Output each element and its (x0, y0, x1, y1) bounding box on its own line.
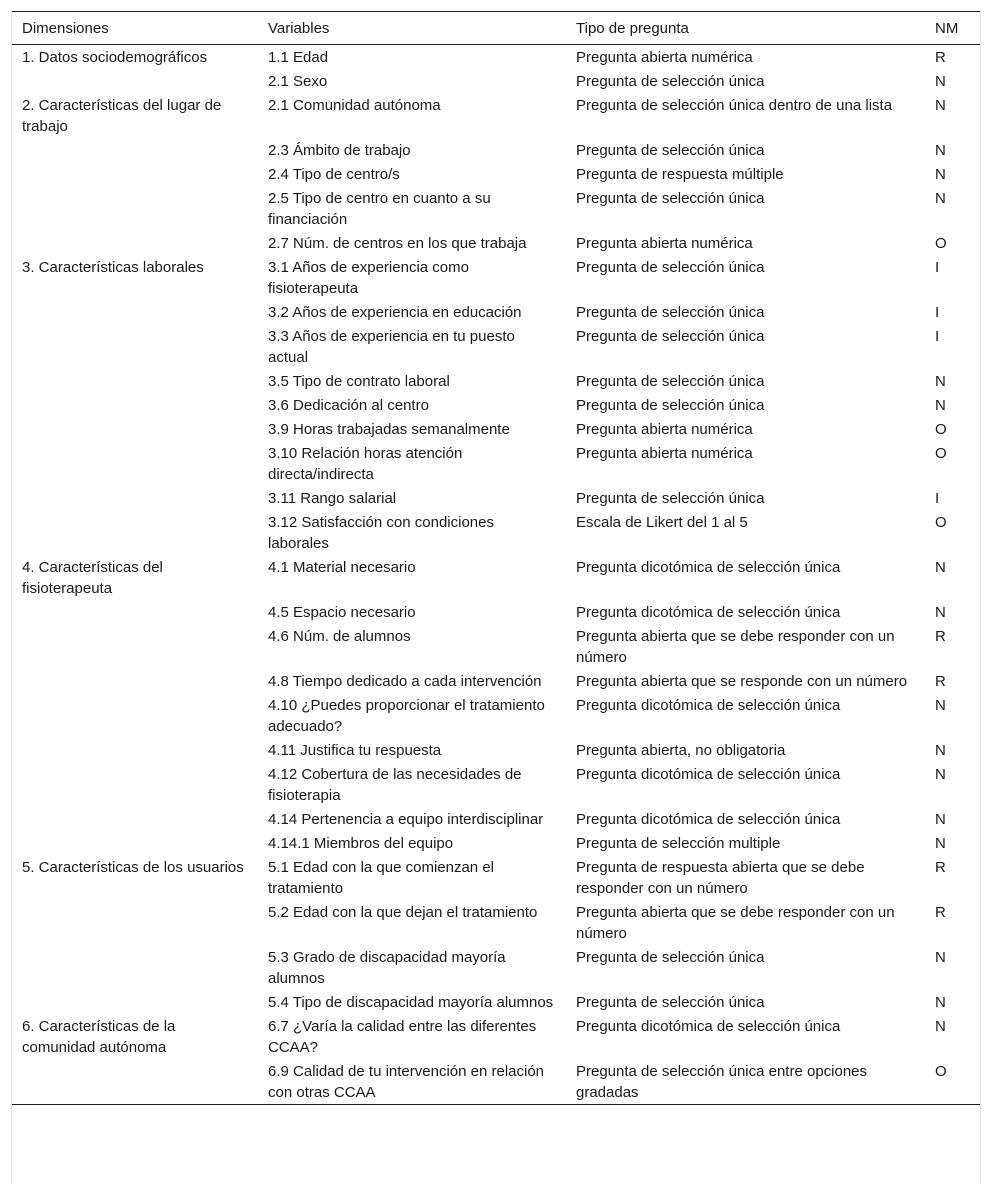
table-row (12, 693, 980, 738)
cell-nm: N (935, 142, 946, 159)
table-row (12, 510, 980, 555)
cell-dimension (12, 162, 258, 186)
cell-nm: O (935, 514, 947, 531)
cell-question-type: Pregunta de selección única (576, 373, 765, 390)
table-row (12, 945, 980, 990)
cell-nm: N (935, 766, 946, 783)
table-row (12, 600, 980, 624)
table-row (12, 762, 980, 807)
cell-nm: R (935, 673, 946, 690)
cell-nm: O (935, 421, 947, 438)
table-body (12, 45, 980, 1105)
cell-nm: N (935, 811, 946, 828)
cell-dimension (12, 762, 258, 807)
cell-variable: 4.8 Tiempo dedicado a cada intervención (268, 673, 542, 690)
cell-dimension: 5. Características de los usuarios (22, 859, 244, 876)
cell-dimension (12, 669, 258, 693)
cell-dimension (12, 486, 258, 510)
cell-nm: N (935, 994, 946, 1011)
cell-dimension (12, 417, 258, 441)
cell-variable: 4.14 Pertenencia a equipo interdisciplinar (268, 811, 544, 828)
cell-variable: 2.3 Ámbito de trabajo (268, 142, 411, 159)
cell-nm: N (935, 559, 946, 576)
table-row (12, 69, 980, 93)
cell-nm: O (935, 445, 947, 462)
cell-nm: I (935, 490, 940, 507)
table-row (12, 393, 980, 417)
cell-question-type: Pregunta dicotómica de selección única (576, 766, 841, 783)
cell-dimension (12, 369, 258, 393)
cell-question-type: Pregunta dicotómica de selección única (576, 697, 841, 714)
cell-question-type: Pregunta de selección única (576, 949, 765, 966)
table-row (12, 624, 980, 669)
cell-dimension (12, 441, 258, 486)
cell-question-type: Pregunta de selección única entre opciones gradadas (566, 1059, 925, 1105)
cell-variable: 4.5 Espacio necesario (268, 604, 416, 621)
cell-variable: 3.6 Dedicación al centro (268, 397, 429, 414)
cell-question-type: Pregunta abierta numérica (576, 445, 753, 462)
cell-nm: N (935, 742, 946, 759)
cell-dimension (12, 945, 258, 990)
cell-question-type: Escala de Likert del 1 al 5 (576, 514, 748, 531)
cell-variable: 6.7 ¿Varía la calidad entre las diferentes CCAA? (268, 1018, 537, 1056)
table-row (12, 186, 980, 231)
table-row (12, 900, 980, 945)
cell-variable: 3.2 Años de experiencia en educación (268, 304, 522, 321)
table-row (12, 669, 980, 693)
cell-variable: 2.1 Sexo (268, 73, 328, 90)
cell-dimension (12, 624, 258, 669)
table-row (12, 324, 980, 369)
cell-variable: 3.5 Tipo de contrato laboral (268, 373, 450, 390)
table-row (12, 45, 980, 70)
cell-nm: N (935, 166, 946, 183)
cell-question-type: Pregunta de selección única (576, 328, 765, 345)
cell-dimension (12, 186, 258, 231)
cell-question-type: Pregunta abierta que se debe responder con un número (576, 904, 895, 942)
cell-nm: N (935, 397, 946, 414)
table-row (12, 162, 980, 186)
cell-nm: I (935, 304, 940, 321)
cell-variable: 3.9 Horas trabajadas semanalmente (268, 421, 510, 438)
variables-table (12, 11, 980, 1105)
cell-dimension: 1. Datos sociodemográficos (22, 49, 208, 66)
table-row (12, 417, 980, 441)
cell-nm: O (935, 235, 947, 252)
table-row (12, 1014, 980, 1059)
cell-variable: 3.10 Relación horas atención directa/indirecta (268, 445, 463, 483)
cell-variable: 1.1 Edad (268, 49, 329, 66)
cell-dimension (12, 138, 258, 162)
cell-nm: N (935, 835, 946, 852)
table-row (12, 486, 980, 510)
cell-variable: 5.2 Edad con la que dejan el tratamiento (268, 904, 538, 921)
cell-question-type: Pregunta abierta numérica (576, 49, 753, 66)
cell-question-type: Pregunta abierta que se responde con un número (576, 673, 908, 690)
cell-variable: 4.1 Material necesario (268, 559, 416, 576)
cell-nm: I (935, 328, 940, 345)
table-row (12, 441, 980, 486)
cell-dimension (12, 69, 258, 93)
table-row (12, 855, 980, 900)
cell-nm: R (935, 859, 946, 876)
table-row (12, 555, 980, 600)
table-header (12, 12, 980, 45)
cell-dimension (12, 900, 258, 945)
cell-variable: 2.5 Tipo de centro en cuanto a su financiación (268, 190, 491, 228)
table-row (12, 807, 980, 831)
cell-variable: 4.14.1 Miembros del equipo (268, 835, 454, 852)
cell-question-type: Pregunta abierta numérica (576, 235, 753, 252)
cell-question-type: Pregunta de respuesta abierta que se debe responder con un número (576, 859, 865, 897)
table-row (12, 255, 980, 300)
cell-question-type: Pregunta de selección única dentro de una lista (576, 97, 893, 114)
cell-nm: N (935, 73, 946, 90)
cell-nm: N (935, 949, 946, 966)
cell-variable: 3.11 Rango salarial (268, 490, 397, 507)
cell-question-type: Pregunta de selección única (576, 994, 765, 1011)
cell-question-type: Pregunta de selección única (576, 190, 765, 207)
cell-question-type: Pregunta dicotómica de selección única (576, 1018, 841, 1035)
cell-nm: O (925, 1059, 980, 1105)
cell-question-type: Pregunta dicotómica de selección única (576, 604, 841, 621)
cell-dimension (12, 231, 258, 255)
cell-question-type: Pregunta de selección única (576, 142, 765, 159)
cell-variable: 3.1 Años de experiencia como fisioterapeuta (268, 259, 469, 297)
cell-variable: 4.10 ¿Puedes proporcionar el tratamiento adecuado? (268, 697, 545, 735)
cell-nm: N (935, 697, 946, 714)
cell-nm: N (935, 97, 946, 114)
table-row (12, 300, 980, 324)
cell-dimension (12, 738, 258, 762)
cell-variable: 4.12 Cobertura de las necesidades de fisioterapia (268, 766, 522, 804)
cell-nm: N (935, 604, 946, 621)
cell-variable: 2.1 Comunidad autónoma (268, 97, 441, 114)
cell-nm: N (935, 190, 946, 207)
cell-dimension (12, 393, 258, 417)
cell-dimension: 2. Características del lugar de trabajo (22, 97, 222, 135)
cell-question-type: Pregunta de selección única (576, 259, 765, 276)
cell-nm: I (935, 259, 940, 276)
cell-dimension: 4. Características del fisioterapeuta (22, 559, 163, 597)
cell-dimension: 6. Características de la comunidad autónoma (22, 1018, 176, 1056)
cell-nm: N (935, 1018, 946, 1035)
table-row (12, 1059, 980, 1105)
cell-question-type: Pregunta dicotómica de selección única (576, 559, 841, 576)
cell-question-type: Pregunta de selección única (576, 73, 765, 90)
cell-nm: R (935, 49, 946, 66)
cell-question-type: Pregunta de respuesta múltiple (576, 166, 784, 183)
cell-dimension (12, 990, 258, 1014)
cell-dimension (12, 1059, 258, 1105)
cell-question-type: Pregunta abierta que se debe responder con un número (576, 628, 895, 666)
header-tipo-pregunta: Tipo de pregunta (566, 12, 925, 45)
cell-variable: 2.7 Núm. de centros en los que trabaja (268, 235, 527, 252)
cell-question-type: Pregunta dicotómica de selección única (576, 811, 841, 828)
cell-dimension (12, 324, 258, 369)
cell-question-type: Pregunta abierta numérica (576, 421, 753, 438)
table-row (12, 231, 980, 255)
cell-variable: 5.4 Tipo de discapacidad mayoría alumnos (268, 994, 554, 1011)
cell-nm: R (935, 628, 946, 645)
header-row (12, 12, 980, 45)
cell-variable: 4.11 Justifica tu respuesta (268, 742, 442, 759)
table-row (12, 93, 980, 138)
table-row (12, 738, 980, 762)
cell-question-type: Pregunta de selección única (576, 490, 765, 507)
table-row (12, 831, 980, 855)
cell-variable: 3.12 Satisfacción con condiciones laborales (268, 514, 494, 552)
table-row (12, 138, 980, 162)
cell-nm: N (935, 373, 946, 390)
table-row (12, 990, 980, 1014)
cell-dimension (12, 300, 258, 324)
cell-dimension (12, 831, 258, 855)
cell-variable: 5.1 Edad con la que comienzan el tratamiento (268, 859, 494, 897)
cell-dimension (12, 807, 258, 831)
cell-question-type: Pregunta abierta, no obligatoria (576, 742, 786, 759)
cell-question-type: Pregunta de selección multiple (576, 835, 781, 852)
cell-nm: R (935, 904, 946, 921)
cell-dimension (12, 600, 258, 624)
cell-variable: 5.3 Grado de discapacidad mayoría alumnos (268, 949, 506, 987)
cell-question-type: Pregunta de selección única (576, 397, 765, 414)
header-nm: NM (925, 12, 980, 45)
header-dimensiones: Dimensiones (12, 12, 258, 45)
table-container (11, 11, 981, 1183)
cell-dimension (12, 510, 258, 555)
cell-dimension: 3. Características laborales (22, 259, 204, 276)
cell-variable: 3.3 Años de experiencia en tu puesto actual (268, 328, 515, 366)
cell-variable: 4.6 Núm. de alumnos (268, 628, 411, 645)
cell-variable: 2.4 Tipo de centro/s (268, 166, 400, 183)
cell-dimension (12, 693, 258, 738)
cell-variable: 6.9 Calidad de tu intervención en relación con otras CCAA (258, 1059, 566, 1105)
header-variables: Variables (258, 12, 566, 45)
table-row (12, 369, 980, 393)
cell-question-type: Pregunta de selección única (576, 304, 765, 321)
